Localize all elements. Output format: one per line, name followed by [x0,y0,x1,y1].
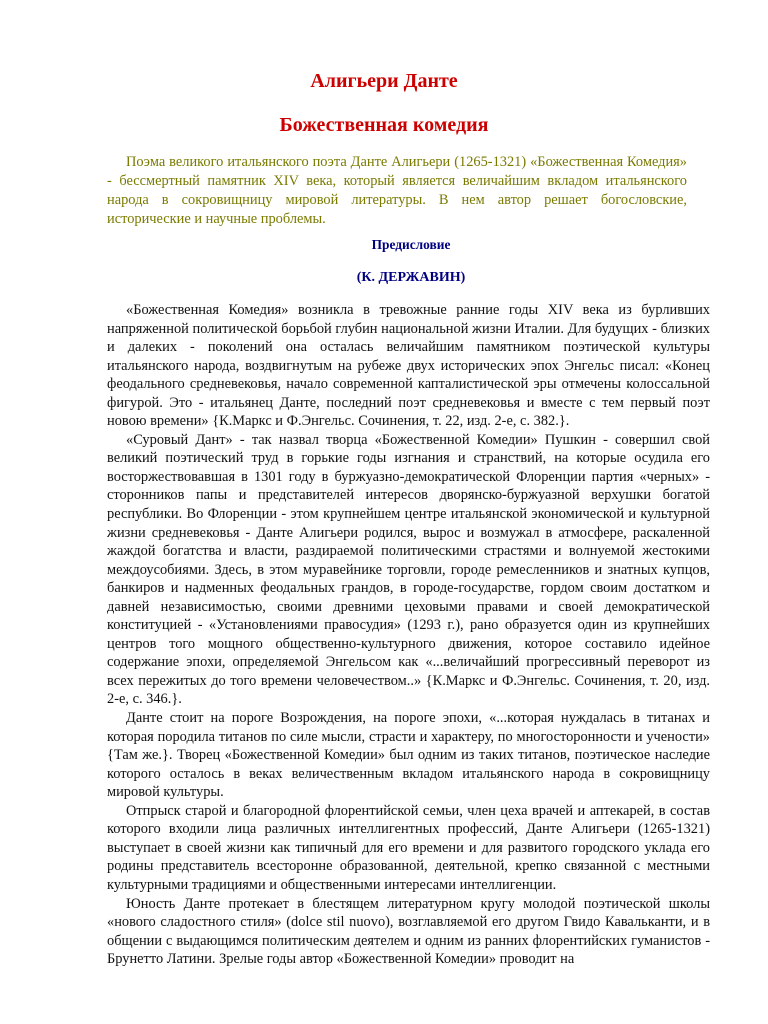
body-paragraph-1: «Божественная Комедия» возникла в тревожные ранние годы XIV века из бурливших напряженной политической борьбой глубин национальной жизни Италии. Для будущих - близких и далеких - поколений она осталась величайшим памятником поэтической культуры итальянского народа, воздвигнутым на рубеже двух исторических эпох Энгельс писал: «Конец феодального средневековья, начало современной капталистической эры отмечены колоссальной фигурой. Это - итальянец Данте, последний поэт средневековья и вместе с тем первый поэт новою времени» {К.Маркс и Ф.Энгельс. Сочинения, т. 22, изд. 2-е, с. 382.}. [107,302,710,430]
body-paragraph-3: Данте стоит на пороге Возрождения, на пороге эпохи, «...которая нуждалась в титанах и которая породила титанов по силе мысли, страсти и характеру, по многосторонности и учености» {Там же.}. Творец «Божественной Комедии» был одним из таких титанов, поэтическое наследие которого осталось в веках величественным вкладом итальянского народа в сокровищницу мировой культуры. [107,710,710,801]
body-paragraph-5: Юность Данте протекает в блестящем литературном кругу молодой поэтической школы «нового сладостного стиля» (dolce stil nuovo), возглавляемой его другом Гвидо Кавальканти, и в общении с выдающимся политическим деятелем и одним из ранних флорентийских гуманистов - Брунетто Латини. Зрелые годы автор «Божественной Комедии» проводит на [107,895,710,968]
annotation-paragraph: Поэма великого итальянского поэта Данте Алигьери (1265-1321) «Божественная Комедия» - бессмертный памятник XIV века, который является величайшим вкладом итальянского народа в сокровищницу мировой литературы. В нем автор решает богословские, исторические и научные проблемы. [107,154,687,227]
body-paragraph-4: Отпрыск старой и благородной флорентийской семьи, член цеха врачей и аптекарей, в состав которого входили лица различных интеллигентных профессий, Данте Алигьери (1265-1321) выступает в своей жизни как типичный для его времени и для развитого городского уклада его родины представитель всесторонне образованной, деятельной, крепко связанной с местными культурными традициями и общественными интересами интеллигенции. [107,802,710,893]
preface-byline: (К. ДЕРЖАВИН) [356,270,466,285]
work-title: Божественная комедия [279,114,489,136]
preface-heading: Предисловие [371,237,451,252]
body-text [107,301,710,969]
author-title: Алигьери Данте [310,70,458,92]
body-paragraph-2: «Суровый Дант» - так назвал творца «Божественной Комедии» Пушкин - совершил свой великий поэтический труд в горькие годы изгнания и странствий, на которые осудила его восторжествовавшая в 1301 году в буржуазно-демократической Флоренции партия «черных» - сторонников папы и представителей интересов дворянско-буржуазной верхушки богатой республики. Во Флоренции - этом крупнейшем центре итальянской экономической и культурной жизни средневековья - Данте Алигьери родился, вырос и возмужал в атмосфере, раскаленной жаждой богатства и власти, раздираемой политическими страстями и волнуемой жестокими междоусобиями. Здесь, в этом муравейнике торговли, городе ремесленников и знатных купцов, банкиров и надменных феодальных грандов, в городе-государстве, гордом своим достатком и давней независимостью, своими древними цеховыми правами и своей демократической конституцией - «Установлениями правосудия» (1293 г.), рано образуется один из крупнейших центров того мощного общественно-культурного движения, которое составило идейное содержание эпохи, определяемой Энгельсом как «...величайший прогрессивный переворот из всех пережитых до того времени человечеством..» {К.Маркс и Ф.Энгельс. Сочинения, т. 20, изд. 2-е, с. 346.}. [107,431,710,708]
